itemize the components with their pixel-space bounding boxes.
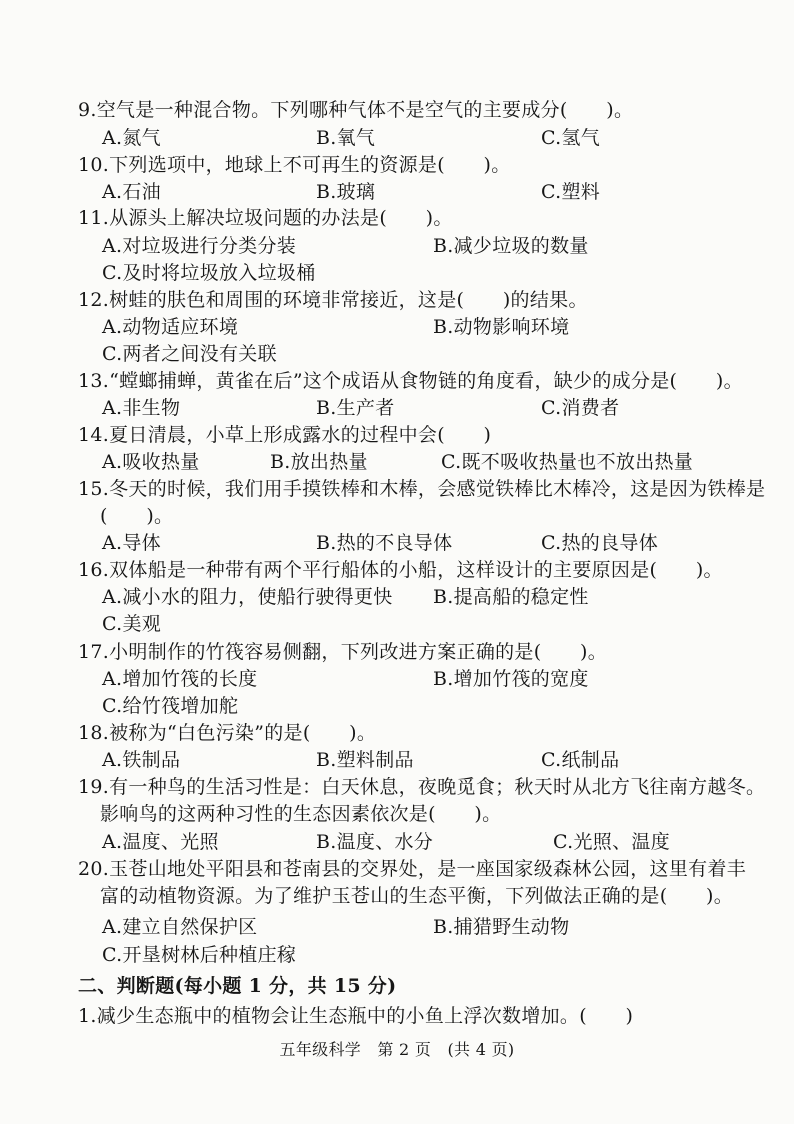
question-20-option-a: A.建立自然保护区	[102, 916, 258, 938]
question-18-stem: 18.被称为“白色污染”的是( )。	[78, 722, 377, 744]
question-13-option-c: C.消费者	[541, 397, 620, 419]
question-19-stem: 19.有一种鸟的生活习性是：白天休息，夜晚觅食；秋天时从北方飞往南方越冬。	[78, 776, 766, 798]
question-14-option-b: B.放出热量	[270, 451, 368, 473]
question-11-stem: 11.从源头上解决垃圾问题的办法是( )。	[78, 207, 453, 229]
question-15-stem: 15.冬天的时候，我们用手摸铁棒和木棒，会感觉铁棒比木棒冷，这是因为铁棒是	[78, 478, 766, 500]
question-10-option-b: B.玻璃	[316, 181, 376, 203]
judgement-question-1: 1.减少生态瓶中的植物会让生态瓶中的小鱼上浮次数增加。( )	[78, 1005, 634, 1027]
question-10-option-a: A.石油	[102, 181, 161, 203]
question-19-option-a: A.温度、光照	[102, 831, 219, 853]
question-20-stem: 20.玉苍山地处平阳县和苍南县的交界处，是一座国家级森林公园，这里有着丰	[78, 858, 747, 880]
question-20-option-c: C.开垦树林后种植庄稼	[102, 944, 297, 966]
question-11-option-a: A.对垃圾进行分类分装	[102, 235, 297, 257]
question-12-option-c: C.两者之间没有关联	[102, 343, 277, 365]
question-12-stem: 12.树蛙的肤色和周围的环境非常接近，这是( )的结果。	[78, 289, 588, 311]
question-13-option-a: A.非生物	[102, 397, 181, 419]
question-16-option-b: B.提高船的稳定性	[433, 586, 589, 608]
question-19-stem-cont: 影响鸟的这两种习性的生态因素依次是( )。	[100, 803, 502, 825]
question-16-stem: 16.双体船是一种带有两个平行船体的小船，这样设计的主要原因是( )。	[78, 559, 723, 581]
question-17-stem: 17.小明制作的竹筏容易侧翻，下列改进方案正确的是( )。	[78, 641, 608, 663]
question-13-stem: 13.“螳螂捕蝉，黄雀在后”这个成语从食物链的角度看，缺少的成分是( )。	[78, 370, 743, 392]
question-20-option-b: B.捕猎野生动物	[433, 916, 570, 938]
question-17-option-b: B.增加竹筏的宽度	[433, 668, 589, 690]
question-9-option-a: A.氮气	[102, 127, 161, 149]
question-10-stem: 10.下列选项中，地球上不可再生的资源是( )。	[78, 154, 511, 176]
question-18-option-b: B.塑料制品	[316, 749, 414, 771]
question-9-option-c: C.氢气	[541, 127, 601, 149]
question-15-option-a: A.导体	[102, 532, 161, 554]
question-12-option-a: A.动物适应环境	[102, 316, 239, 338]
question-14-option-c: C.既不吸收热量也不放出热量	[441, 451, 694, 473]
question-16-option-c: C.美观	[102, 613, 162, 635]
question-19-option-b: B.温度、水分	[316, 831, 434, 853]
question-14-option-a: A.吸收热量	[102, 451, 200, 473]
question-17-option-c: C.给竹筏增加舵	[102, 695, 239, 717]
question-18-option-a: A.铁制品	[102, 749, 181, 771]
question-15-stem-cont: ( )。	[100, 505, 174, 527]
page-footer: 五年级科学 第 2 页 (共 4 页)	[279, 1040, 515, 1059]
question-11-option-b: B.减少垃圾的数量	[433, 235, 589, 257]
question-14-stem: 14.夏日清晨，小草上形成露水的过程中会( )	[78, 424, 492, 446]
question-15-option-c: C.热的良导体	[541, 532, 659, 554]
question-12-option-b: B.动物影响环境	[433, 316, 570, 338]
question-19-option-c: C.光照、温度	[553, 831, 671, 853]
question-10-option-c: C.塑料	[541, 181, 601, 203]
question-9-stem: 9.空气是一种混合物。下列哪种气体不是空气的主要成分( )。	[78, 99, 634, 121]
question-16-option-a: A.减小水的阻力，使船行驶得更快	[102, 586, 393, 608]
section-2-heading: 二、判断题(每小题 1 分，共 15 分)	[78, 975, 397, 997]
question-13-option-b: B.生产者	[316, 397, 395, 419]
question-15-option-b: B.热的不良导体	[316, 532, 453, 554]
question-18-option-c: C.纸制品	[541, 749, 620, 771]
question-20-stem-cont: 富的动植物资源。为了维护玉苍山的生态平衡，下列做法正确的是( )。	[100, 885, 734, 907]
question-9-option-b: B.氧气	[316, 127, 376, 149]
question-11-option-c: C.及时将垃圾放入垃圾桶	[102, 262, 316, 284]
question-17-option-a: A.增加竹筏的长度	[102, 668, 258, 690]
